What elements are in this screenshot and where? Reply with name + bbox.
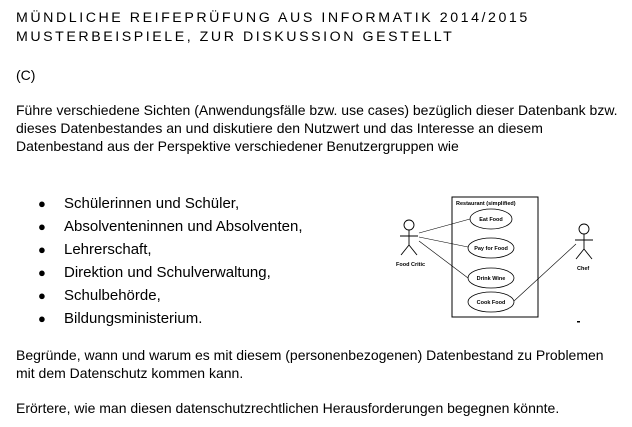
intro-paragraph: Führe verschiedene Sichten (Anwendungsfälle bzw. use cases) bezüglich dieser Datenbank bzw. dieses Datenbestandes an und diskutiere den Nutzwert und das Interesse an diesem Datenbestand aus der Perspektive verschiedener Benutzergruppen wie: [16, 102, 618, 154]
list-item: ● Direktion und Schulverwaltung,: [38, 261, 303, 284]
system-title: Restaurant (simplified): [456, 201, 516, 207]
actor-chef-icon: [575, 224, 593, 259]
list-item: ● Schülerinnen und Schüler,: [38, 192, 303, 215]
bullet-icon: ●: [38, 265, 46, 280]
association-pay-for-food: [419, 237, 468, 247]
association-eat-food: [419, 219, 470, 233]
document-header: [16, 9, 626, 47]
use-case-eat-food: [470, 209, 512, 229]
actor-chef-label: Chef: [577, 266, 590, 272]
use-case-drink-wine: [468, 268, 514, 288]
scan-mark: [577, 321, 580, 323]
bullet-icon: ●: [38, 311, 46, 326]
list-item: ● Absolventeninnen und Absolventen,: [38, 215, 303, 238]
section-label: (C): [16, 67, 36, 83]
bullet-icon: ●: [38, 288, 46, 303]
actor-food-critic-label: Food Critic: [396, 262, 426, 268]
svg-text:Drink Wine: Drink Wine: [476, 276, 506, 282]
header-title-line-2: MUSTERBEISPIELE, ZUR DISKUSSION GESTELLT: [16, 29, 455, 45]
association-cook-food: [514, 244, 576, 301]
use-case-diagram: [388, 192, 616, 328]
use-case-pay-for-food: [468, 238, 514, 258]
user-group-list: [38, 192, 303, 330]
list-item: ● Schulbehörde,: [38, 284, 303, 307]
bullet-icon: ●: [38, 242, 46, 257]
svg-text:Eat Food: Eat Food: [479, 217, 503, 223]
svg-text:Pay for Food: Pay for Food: [474, 246, 508, 252]
discussion-prompt-paragraph: Erörtere, wie man diesen datenschutzrechtlichen Herausforderungen begegnen könnte.: [16, 400, 560, 416]
svg-text:Cook Food: Cook Food: [476, 300, 506, 306]
bullet-icon: ●: [38, 196, 46, 211]
actor-food-critic-icon: [400, 220, 418, 255]
bullet-icon: ●: [38, 219, 46, 234]
list-item: ● Lehrerschaft,: [38, 238, 303, 261]
header-title-line-1: MÜNDLICHE REIFEPRÜFUNG AUS INFORMATIK 2014/2015: [16, 10, 530, 26]
list-item: ● Bildungsministerium.: [38, 307, 303, 330]
use-case-cook-food: [468, 292, 514, 312]
association-drink-wine: [419, 241, 468, 278]
privacy-question-paragraph: Begründe, wann und warum es mit diesem (personenbezogenen) Datenbestand zu Problemen mit dem Datenschutz kommen kann.: [16, 347, 604, 381]
